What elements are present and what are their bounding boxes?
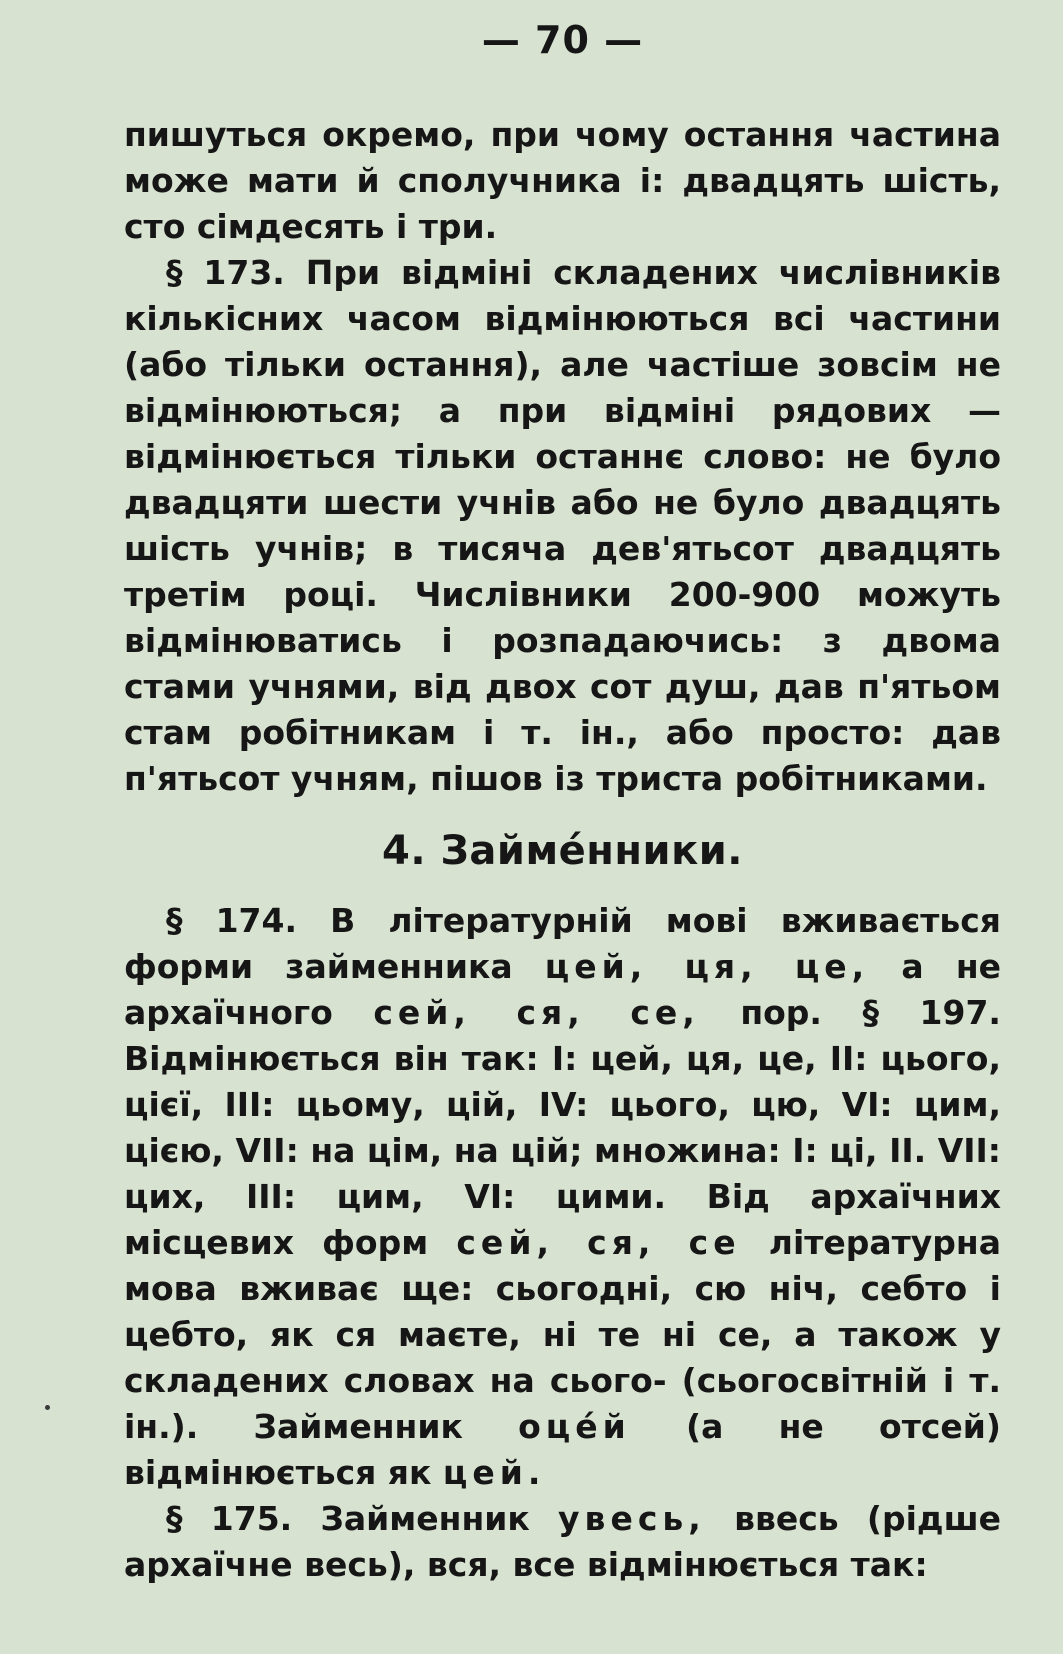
text-run: а не архаїчного (124, 947, 1001, 1032)
paper-speck (45, 1405, 50, 1410)
text-run: пор. § 197. Відмінюється він так: І: цей, ця, це, ІІ: цього, цієї, ІІІ: цьому, цій, ІV: цього, цю, VІ: цим, цією, VІІ: на цім, на цій; множина: І: ці, ІІ. VІІ: цих, ІІІ: цим, VІ: цими. Від архаїчних місцевих форм (124, 993, 1001, 1262)
spaced-word: сей, ся, се (456, 1223, 741, 1262)
spaced-word: цей, ця, це, (544, 947, 870, 986)
paragraph-173: § 173. При відміні складених числівників кількісних часом відмінюються всі частини (або тільки остання), але частіше зовсім не відмінюються; а при відміні рядових — відмінюється тільки останнє слово: не було двадцяти шести учнів або не було двадцять шість учнів; в тисяча дев'ятьсот двадцять третім році. Числівники 200-900 можуть відмінюватись і розпадаючись: з двома стами учнями, від двох сот душ, дав п'ятьом стам робітникам і т. ін., або просто: дав п'ятьсот учням, пішов із триста робітниками. (124, 253, 1001, 798)
spaced-word: оце́й (518, 1407, 631, 1446)
paragraph-174 (124, 898, 1001, 1496)
spaced-word: цей. (442, 1453, 546, 1492)
text-run: ввесь (рідше архаїчне весь), вся, все відмінюється так: (124, 1499, 1002, 1584)
section-heading: 4. Займе́нники. (382, 828, 743, 874)
spaced-word: сей, ся, се, (373, 993, 700, 1032)
text-run: (а не отсей) відмінюється як (124, 1407, 1001, 1492)
page-number: — 70 — (481, 18, 644, 62)
text-run: § 174. В літературній мові вживається форми займенника (124, 901, 1001, 986)
paragraph-continuation: пишуться окремо, при чому остання частина може мати й сполучника і: двадцять шість, сто сімдесять і три. (124, 115, 1001, 246)
spaced-word: увесь, (558, 1499, 706, 1538)
text-run: § 175. Займенник (166, 1499, 559, 1538)
text-run: літературна мова вживає ще: сьогодні, сю ніч, себто і цебто, як ся маєте, ні те ні се, а також у складених словах на сього- (сьогосвітній і т. ін.). Займенник (124, 1223, 1001, 1446)
paragraph-175 (124, 1496, 1001, 1588)
